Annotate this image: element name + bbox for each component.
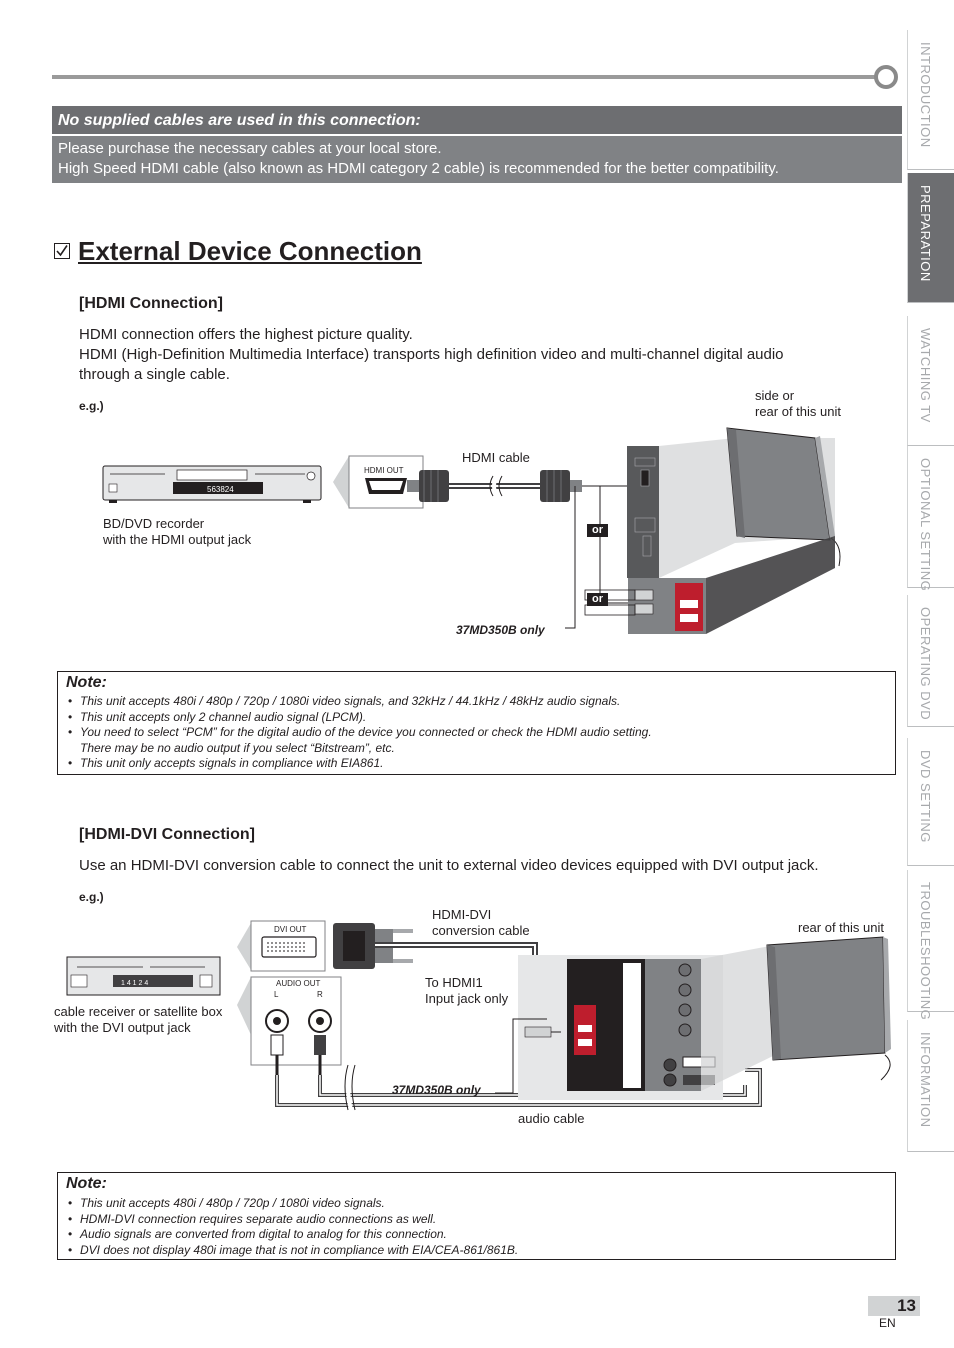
side-tab-label: INFORMATION (918, 1032, 933, 1128)
note-item-text: This unit accepts 480i / 480p / 720p / 1080i video signals, and 32kHz / 44.1kHz / 48kHz audio signals. (80, 694, 621, 708)
note-item-text: DVI does not display 480i image that is not in compliance with EIA/CEA-861/861B. (80, 1242, 519, 1257)
audio-out-l-label: L (274, 990, 279, 999)
receiver-label-line-2: with the DVI output jack (54, 1020, 191, 1035)
hdmi-eg-label: e.g.) (79, 399, 104, 413)
note-item (68, 725, 652, 756)
banner-body (52, 136, 902, 183)
section-title: External Device Connection (78, 236, 422, 266)
note-item-text: Audio signals are converted from digital to analog for this connection. (80, 1227, 447, 1241)
receiver-label-line-1: cable receiver or satellite box (54, 1004, 223, 1019)
tv-side-label-line-2: rear of this unit (755, 404, 841, 419)
side-tab-information[interactable] (907, 1020, 954, 1152)
cable-receiver-icon (67, 957, 220, 995)
page-language: EN (879, 1316, 896, 1330)
side-tab-troubleshooting[interactable] (907, 870, 954, 1021)
hdmi-desc-line-3: through a single cable. (79, 366, 230, 383)
note-item (68, 1227, 518, 1243)
note-item-text: This unit only accepts signals in compliance with EIA861. (80, 756, 384, 770)
note-item (68, 756, 652, 772)
side-tab-label: WATCHING TV (918, 328, 933, 423)
to-hdmi1-label (425, 975, 508, 1007)
note-title: Note: (66, 674, 107, 691)
recorder-display: 563824 (207, 485, 234, 494)
note-item (68, 694, 652, 710)
audio-out-r-label: R (317, 990, 323, 999)
side-tab-introduction[interactable] (907, 30, 954, 170)
note-item-text: You need to select “PCM” for the digital audio of the device you connected or check the HDMI audio setting. (80, 725, 652, 739)
to-hdmi1-line-2: Input jack only (425, 991, 509, 1006)
note-box-1 (57, 671, 896, 775)
side-tab-watching-tv[interactable] (907, 316, 954, 446)
side-tab-label: PREPARATION (918, 185, 933, 282)
receiver-label (54, 1004, 222, 1036)
banner-title: No supplied cables are used in this connection: (52, 106, 902, 134)
checkbox-icon (54, 243, 70, 259)
page-number: 13 (868, 1296, 920, 1316)
note-item-text: This unit accepts 480i / 480p / 720p / 1080i video signals. (80, 1196, 385, 1210)
note-item-continuation: There may be no audio output if you select “Bitstream”, etc. (80, 740, 395, 755)
hdmi-desc-line-1: HDMI connection offers the highest picture quality. (79, 326, 413, 343)
recorder-label (103, 516, 251, 548)
hdmi-desc-line-2: HDMI (High-Definition Multimedia Interface) transports high definition video and multi-channel digital audio (79, 346, 784, 363)
side-tab-label: OPERATING DVD (918, 607, 933, 721)
tv-unit-icon (767, 937, 891, 1080)
dvi-eg-label: e.g.) (79, 890, 104, 904)
note-item (68, 1212, 518, 1228)
side-tab-operating-dvd[interactable] (907, 595, 954, 727)
to-hdmi1-line-1: To HDMI1 (425, 975, 483, 990)
hdmi-heading: [HDMI Connection] (79, 295, 223, 312)
note-item (68, 1243, 518, 1259)
note-title: Note: (66, 1175, 107, 1192)
side-tab-optional-setting[interactable] (907, 446, 954, 592)
hdmi-model-label: 37MD350B only (456, 623, 545, 637)
side-tab-label: DVD SETTING (918, 750, 933, 843)
note-item (68, 710, 652, 726)
header-rule (52, 75, 882, 79)
header-rule-end-circle (874, 65, 898, 89)
side-tab-preparation[interactable] (907, 173, 954, 303)
recorder-label-line-2: with the HDMI output jack (103, 532, 252, 547)
hdmi-out-port-label: HDMI OUT (364, 466, 404, 475)
dvi-port-icon (262, 937, 316, 957)
note-item-text: HDMI-DVI connection requires separate audio connections as well. (80, 1211, 437, 1226)
recorder-label-line-1: BD/DVD recorder (103, 516, 205, 531)
hdmi-cable-label: HDMI cable (462, 450, 530, 465)
receiver-display: 1 4 1 2 4 (121, 980, 149, 987)
hdmi-description (79, 325, 879, 385)
dvi-model-label: 37MD350B only (392, 1083, 481, 1097)
dvi-heading: [HDMI-DVI Connection] (79, 826, 255, 843)
note-list (68, 1196, 518, 1258)
hdmi-port-icon (365, 478, 407, 494)
note-box-2 (57, 1172, 896, 1260)
dvi-cable-label (432, 907, 530, 939)
banner-line-2: High Speed HDMI cable (also known as HDMI category 2 cable) is recommended for the better compatibility. (58, 160, 779, 177)
dvi-description: Use an HDMI-DVI conversion cable to connect the unit to external video devices equipped with DVI output jack. (79, 857, 819, 874)
banner-line-1: Please purchase the necessary cables at your local store. (58, 140, 442, 157)
note-list (68, 694, 652, 772)
side-tab-dvd-setting[interactable] (907, 738, 954, 866)
note-item (68, 1196, 518, 1212)
side-tab-label: TROUBLESHOOTING (918, 882, 933, 1021)
note-item-text: This unit accepts only 2 channel audio signal (LPCM). (80, 709, 367, 724)
tv-side-label (755, 388, 841, 420)
dvi-cable-label-line-1: HDMI-DVI (432, 907, 492, 922)
side-tab-label: INTRODUCTION (918, 42, 933, 148)
or-badge-1: or (587, 524, 608, 537)
side-tab-label: OPTIONAL SETTING (918, 458, 933, 592)
hdmi-cable-icon (407, 470, 582, 502)
audio-out-port-label: AUDIO OUT (276, 979, 321, 988)
dvi-out-port-label: DVI OUT (274, 925, 307, 934)
audio-cable-label: audio cable (518, 1111, 585, 1126)
or-badge-2: or (587, 593, 608, 606)
dvi-cable-label-line-2: conversion cable (432, 923, 530, 938)
tv-side-label-line-1: side or (755, 388, 795, 403)
dvi-rear-label: rear of this unit (798, 920, 884, 935)
